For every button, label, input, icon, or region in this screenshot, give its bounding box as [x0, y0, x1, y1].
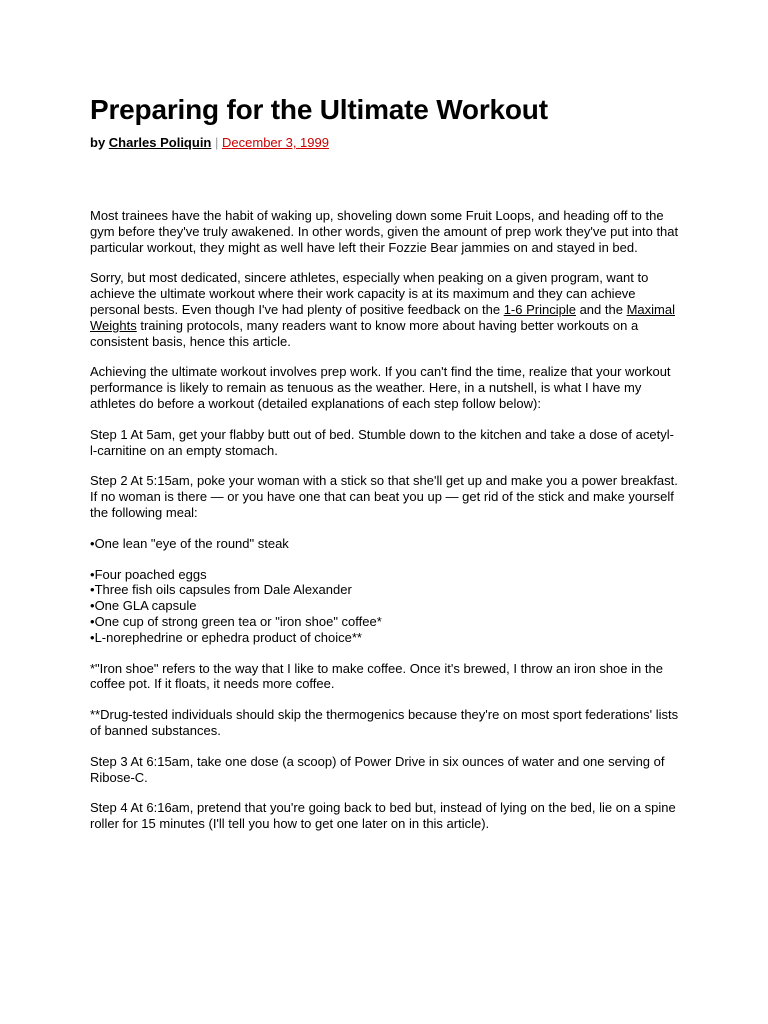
author-link[interactable]: Charles Poliquin — [108, 135, 212, 150]
note-drug-tested: **Drug-tested individuals should skip the thermogenics because they're on most sport federations' lists of banned substances. — [90, 707, 679, 738]
list-item: • Three fish oils capsules from Dale Alexander — [90, 582, 680, 598]
byline — [90, 134, 329, 152]
step-2: Step 2 At 5:15am, poke your woman with a stick so that she'll get up and make you a power breakfast. If no woman is there — or you have one that can beat you up — get rid of the stick and make yourself the following meal: — [90, 473, 678, 520]
step-1: Step 1 At 5am, get your flabby butt out of bed. Stumble down to the kitchen and take a dose of acetyl-l-carnitine on an empty stomach. — [90, 426, 674, 458]
byline-by-label: by — [90, 135, 106, 150]
meal-list — [90, 536, 680, 646]
list-item: • One cup of strong green tea or "iron shoe" coffee* — [90, 614, 680, 630]
list-item: • One GLA capsule — [90, 598, 680, 614]
paragraph-athletes-text-3: training protocols, many readers want to know more about having better workouts on a consistent basis, hence this article. — [90, 317, 639, 349]
step-3: Step 3 At 6:15am, take one dose (a scoop) of Power Drive in six ounces of water and one serving of Ribose-C. — [90, 753, 665, 785]
link-maximal-weights[interactable]: Maximal Weights — [90, 301, 675, 333]
paragraph-prep-work: Achieving the ultimate workout involves prep work. If you can't find the time, realize that your workout performance is likely to remain as tenuous as the weather. Here, in a nutshell, is what I have my athletes do before a workout (detailed explanations of each step follow below): — [90, 364, 671, 411]
paragraph-athletes — [90, 270, 680, 349]
link-1-6-principle[interactable]: 1-6 Principle — [503, 301, 576, 317]
paragraph-athletes-text-1: Sorry, but most dedicated, sincere athletes, especially when peaking on a given program, want to achieve the ultimate workout where their work capacity is at its maximum and they can achieve personal bests. Even though I've had plenty of positive feedback on the — [90, 270, 649, 317]
list-item: • Four poached eggs — [90, 567, 680, 583]
paragraph-intro: Most trainees have the habit of waking up, shoveling down some Fruit Loops, and heading off to the gym before they've truly awakened. In other words, given the amount of prep work they've put into that particular workout, they might as well have left their Fozzie Bear jammies on and stayed in bed. — [90, 208, 679, 255]
list-item: • One lean "eye of the round" steak — [90, 536, 680, 552]
step-4: Step 4 At 6:16am, pretend that you're going back to bed but, instead of lying on the bed, lie on a spine roller for 15 minutes (I'll tell you how to get one later on in this article). — [90, 800, 676, 832]
page-title: Preparing for the Ultimate Workout — [90, 94, 548, 125]
note-iron-shoe: *"Iron shoe" refers to the way that I like to make coffee. Once it's brewed, I throw an iron shoe in the coffee pot. If it floats, it needs more coffee. — [90, 660, 663, 692]
byline-separator: | — [215, 135, 219, 150]
list-item: • L-norephedrine or ephedra product of choice** — [90, 630, 680, 646]
paragraph-athletes-text-2: and the — [575, 301, 627, 317]
date-link[interactable]: December 3, 1999 — [222, 135, 329, 150]
article-body — [90, 208, 680, 847]
